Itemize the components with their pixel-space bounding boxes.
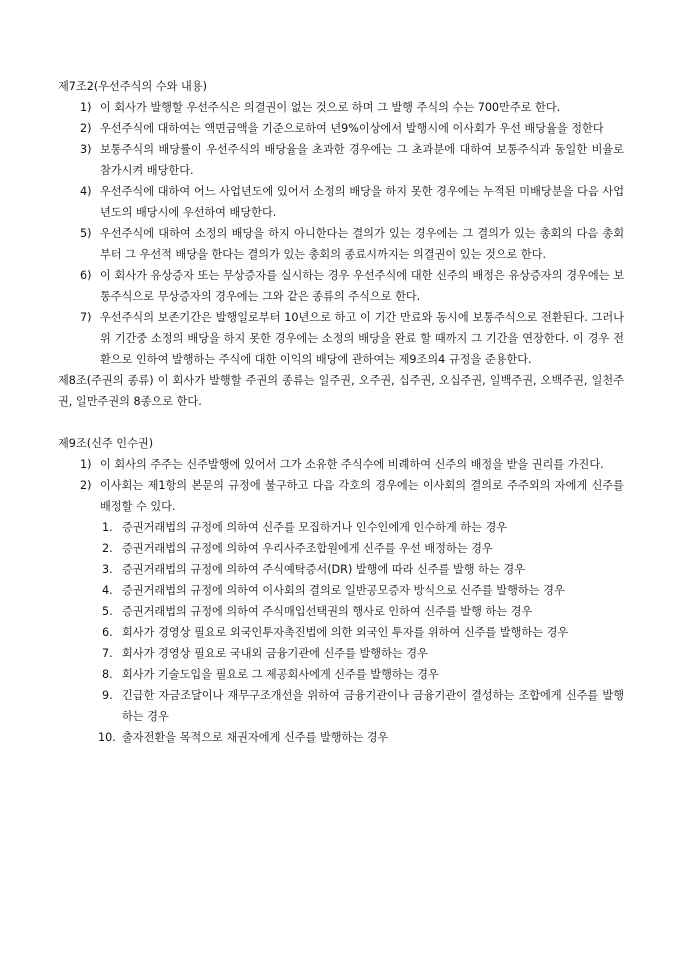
sub-list-item	[102, 538, 624, 559]
list-item	[80, 139, 624, 181]
item-text: 우선주식에 대하여 어느 사업년도에 있어서 소정의 배당을 하지 못한 경우에는 누적된 미배당분을 다음 사업년도의 배당시에 우선하여 배당한다.	[100, 185, 624, 219]
sub-item-text: 증권거래법의 규정에 의하여 신주를 모집하거나 인수인에게 인수하게 하는 경우	[122, 521, 508, 534]
sub-list-item	[102, 664, 624, 685]
item-number: 2)	[80, 479, 92, 492]
sub-item-number: 5.	[102, 605, 113, 618]
sub-item-text: 증권거래법의 규정에 의하여 이사회의 결의로 일반공모증자 방식으로 신주를 발행하는 경우	[122, 584, 565, 597]
sub-list-item	[102, 559, 624, 580]
list-item	[80, 97, 624, 118]
list-item	[80, 307, 624, 370]
list-item	[80, 118, 624, 139]
sub-item-number: 9.	[102, 689, 113, 702]
sub-item-text: 회사가 기술도입을 필요로 그 제공회사에게 신주를 발행하는 경우	[122, 668, 439, 681]
list-item	[80, 265, 624, 307]
article-7-2-title: 제7조2(우선주식의 수와 내용)	[58, 80, 207, 93]
sub-item-text: 회사가 경영상 필요로 외국인투자촉진법에 의한 외국인 투자를 위하여 신주를 발행하는 경우	[122, 626, 569, 639]
sub-item-text: 증권거래법의 규정에 의하여 주식매입선택권의 행사로 인하여 신주를 발행 하는 경우	[122, 605, 533, 618]
sub-item-text: 출자전환을 목적으로 채권자에게 신주를 발행하는 경우	[122, 731, 389, 744]
item-number: 4)	[80, 185, 92, 198]
sub-item-text: 증권거래법의 규정에 의하여 주식예탁증서(DR) 발행에 따라 신주를 발행 하는 경우	[122, 563, 525, 576]
list-item	[80, 223, 624, 265]
sub-item-number: 3.	[102, 563, 113, 576]
sub-item-number: 4.	[102, 584, 113, 597]
sub-item-number: 10.	[98, 731, 116, 744]
item-number: 6)	[80, 269, 92, 282]
sub-item-number: 2.	[102, 542, 113, 555]
sub-item-text: 긴급한 자금조달이나 재무구조개선을 위하여 금융기관이나 금융기관이 결성하는 조합에게 신주를 발행하는 경우	[122, 689, 624, 723]
list-item	[80, 181, 624, 223]
item-text: 이 회사가 유상증자 또는 무상증자를 실시하는 경우 우선주식에 대한 신주의 배정은 유상증자의 경우에는 보통주식으로 무상증자의 경우에는 그와 같은 종류의 주식으로 한다.	[100, 269, 624, 303]
article-9-title: 제9조(신주 인수권)	[58, 437, 154, 450]
item-text: 우선주식의 보존기간은 발행일로부터 10년으로 하고 이 기간 만료와 동시에 보통주식으로 전환된다. 그러나 위 기간중 소정의 배당을 하지 못한 경우에는 소정의 배당을 완료 할 때까지 그 기간을 연장한다. 이 경우 전환으로 인하여 발행하는 주식에 대한 이익의 배당에 관하여는 제9조의4 규정을 준용한다.	[100, 311, 624, 366]
item-number: 1)	[80, 101, 92, 114]
document-page	[58, 76, 624, 748]
list-item	[80, 475, 624, 517]
item-text: 이 회사의 주주는 신주발행에 있어서 그가 소유한 주식수에 비례하여 신주의 배정을 받을 권리를 가진다.	[100, 458, 604, 471]
sub-list-item	[98, 727, 624, 748]
list-item	[80, 454, 624, 475]
sub-list-item	[102, 580, 624, 601]
item-text: 보통주식의 배당률이 우선주식의 배당율을 초과한 경우에는 그 초과분에 대하여 보통주식과 동일한 비율로 참가시켜 배당한다.	[100, 143, 624, 177]
item-text: 우선주식에 대하여는 액면금액을 기준으로하여 년9%이상에서 발행시에 이사회가 우선 배당율을 정한다	[100, 122, 604, 135]
item-number: 2)	[80, 122, 92, 135]
item-number: 5)	[80, 227, 92, 240]
sub-list-item	[102, 685, 624, 727]
sub-list-item	[102, 643, 624, 664]
sub-list-item	[102, 601, 624, 622]
item-number: 1)	[80, 458, 92, 471]
sub-list-item	[102, 517, 624, 538]
item-text: 이 회사가 발행할 우선주식은 의결권이 없는 것으로 하며 그 발행 주식의 수는 700만주로 한다.	[100, 101, 561, 114]
spacer	[58, 412, 624, 433]
sub-list-item	[102, 622, 624, 643]
sub-item-number: 8.	[102, 668, 113, 681]
sub-item-text: 증권거래법의 규정에 의하여 우리사주조합원에게 신주를 우선 배정하는 경우	[122, 542, 493, 555]
sub-item-number: 7.	[102, 647, 113, 660]
sub-item-text: 회사가 경영상 필요로 국내외 금융기관에 신주를 발행하는 경우	[122, 647, 428, 660]
item-number: 7)	[80, 311, 92, 324]
item-text: 우선주식에 대하여 소정의 배당을 하지 아니한다는 결의가 있는 경우에는 그 결의가 있는 총회의 다음 총회부터 그 우선적 배당을 한다는 결의가 있는 총회의 종료시까지는 의결권이 있는 것으로 한다.	[100, 227, 624, 261]
sub-item-number: 1.	[102, 521, 113, 534]
item-text: 이사회는 제1항의 본문의 규정에 불구하고 다음 각호의 경우에는 이사회의 결의로 주주외의 자에게 신주를 배정할 수 있다.	[100, 479, 624, 513]
item-number: 3)	[80, 143, 92, 156]
sub-item-number: 6.	[102, 626, 113, 639]
article-8-paragraph: 제8조(주권의 종류) 이 회사가 발행할 주권의 종류는 일주권, 오주권, 십주권, 오십주권, 일백주권, 오백주권, 일천주권, 일만주권의 8종으로 한다.	[58, 374, 624, 408]
